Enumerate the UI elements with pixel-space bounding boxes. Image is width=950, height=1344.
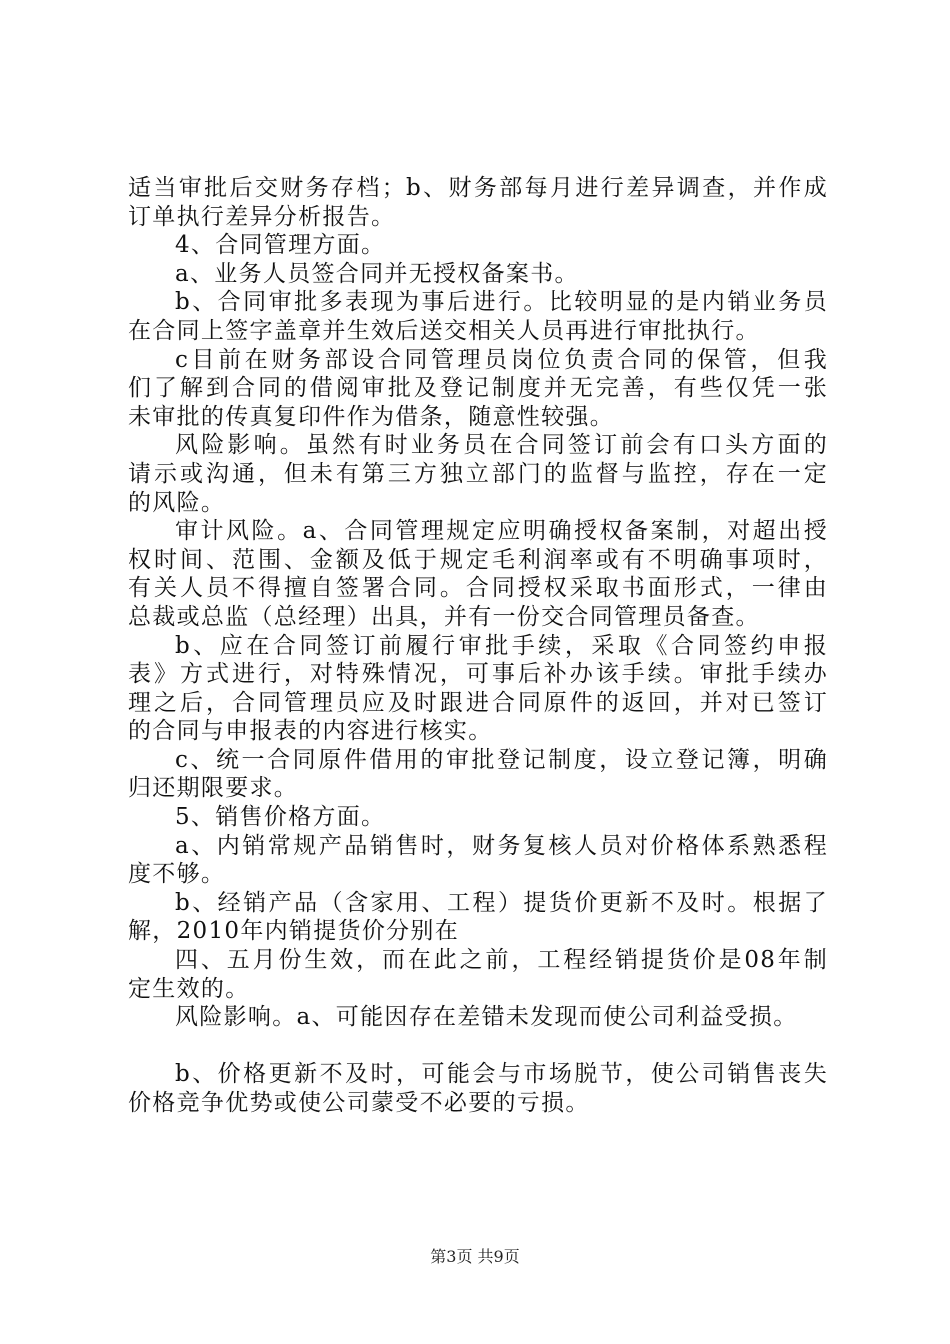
- paragraph-line: 订单执行差异分析报告。: [128, 203, 396, 230]
- paragraph-line: 度不够。: [128, 861, 226, 888]
- paragraph-line: b、合同审批多表现为事后进行。比较明显的是内销业务员: [175, 289, 828, 316]
- paragraph-line: a、内销常规产品销售时，财务复核人员对价格体系熟悉程: [175, 832, 828, 859]
- paragraph-line: 请示或沟通，但未有第三方独立部门的监督与监控，存在一定: [128, 460, 828, 487]
- paragraph-line: 定生效的。: [128, 975, 250, 1002]
- paragraph-spacer: [128, 1032, 828, 1061]
- document-body: [128, 174, 828, 1118]
- paragraph-line: 风险影响。虽然有时业务员在合同签订前会有口头方面的: [175, 432, 828, 459]
- section-heading: 5、销售价格方面。: [175, 804, 386, 831]
- page-number-footer: 第3页 共9页: [430, 1247, 520, 1266]
- paragraph-line: 审计风险。a、合同管理规定应明确授权备案制，对超出授: [175, 518, 828, 545]
- paragraph-line: 风险影响。a、可能因存在差错未发现而使公司利益受损。: [175, 1004, 798, 1031]
- paragraph-line: 表》方式进行，对特殊情况，可事后补办该手续。审批手续办: [128, 661, 828, 688]
- paragraph-line: b、价格更新不及时，可能会与市场脱节，使公司销售丧失: [175, 1061, 828, 1088]
- paragraph-line: 们了解到合同的借阅审批及登记制度并无完善，有些仅凭一张: [128, 375, 828, 402]
- paragraph-line: b、应在合同签订前履行审批手续，采取《合同签约申报: [175, 632, 828, 659]
- paragraph-line: 的风险。: [128, 489, 226, 516]
- paragraph-line: 未审批的传真复印件作为借条，随意性较强。: [128, 403, 614, 430]
- paragraph-line: 解，2010年内销提货价分别在: [128, 918, 460, 945]
- paragraph-line: 归还期限要求。: [128, 775, 299, 802]
- paragraph-line: 适当审批后交财务存档；b、财务部每月进行差异调查，并作成: [128, 175, 828, 201]
- paragraph-line: c、统一合同原件借用的审批登记制度，设立登记簿，明确: [175, 746, 828, 773]
- paragraph-line: c目前在财务部设合同管理员岗位负责合同的保管，但我: [175, 346, 828, 373]
- paragraph-line: 总裁或总监（总经理）出具，并有一份交合同管理员备查。: [128, 603, 760, 630]
- paragraph-line: b、经销产品（含家用、工程）提货价更新不及时。根据了: [175, 889, 828, 916]
- paragraph-line: 在合同上签字盖章并生效后送交相关人员再进行审批执行。: [128, 317, 760, 344]
- paragraph-line: 有关人员不得擅自签署合同。合同授权采取书面形式，一律由: [128, 575, 828, 602]
- paragraph-line: 权时间、范围、金额及低于规定毛利润率或有不明确事项时，: [128, 546, 828, 573]
- paragraph-line: 理之后，合同管理员应及时跟进合同原件的返回，并对已签订: [128, 689, 828, 716]
- paragraph-line: 四、五月份生效，而在此之前，工程经销提货价是08年制: [175, 947, 828, 974]
- paragraph-line: 价格竞争优势或使公司蒙受不必要的亏损。: [128, 1090, 590, 1116]
- paragraph-line: 的合同与申报表的内容进行核实。: [128, 718, 493, 745]
- paragraph-line: a、业务人员签合同并无授权备案书。: [175, 260, 579, 287]
- section-heading: 4、合同管理方面。: [175, 232, 386, 259]
